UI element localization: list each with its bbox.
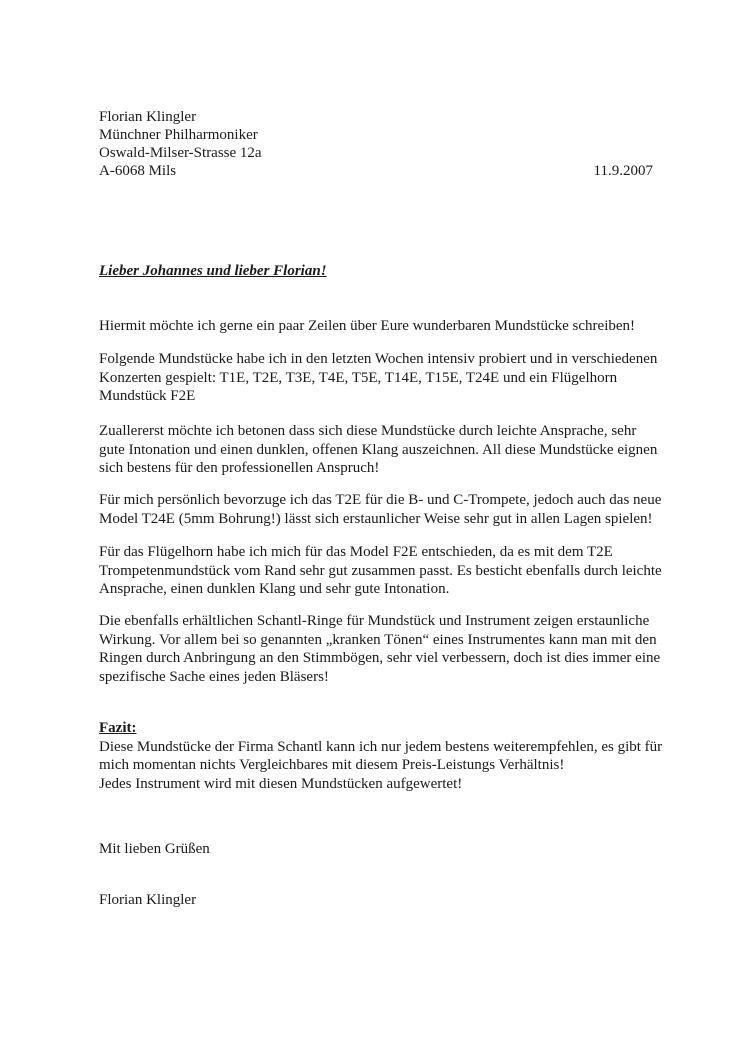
signature-block — [99, 891, 660, 909]
sender-address — [99, 108, 660, 180]
signature-name: Florian Klingler — [99, 892, 197, 908]
fazit-line: mich momentan nichts Vergleichbares mit diesem Preis-Leistungs Verhältnis! — [99, 757, 565, 773]
salutation-block — [99, 262, 660, 280]
sender-organization: Münchner Philharmoniker — [99, 127, 258, 143]
paragraph-5 — [99, 543, 660, 599]
paragraph-line: Die ebenfalls erhältlichen Schantl-Ringe für Mundstück und Instrument zeigen erstaunliche — [99, 613, 650, 629]
paragraph-6 — [99, 612, 660, 686]
fazit-heading: Fazit: — [99, 720, 137, 736]
paragraph-line: Folgende Mundstücke habe ich in den letzten Wochen intensiv probiert und in verschiedenen — [99, 351, 658, 367]
paragraph-line: spezifische Sache eines jeden Bläsers! — [99, 668, 329, 685]
sender-name: Florian Klingler — [99, 109, 197, 125]
paragraph-line: Hiermit möchte ich gerne ein paar Zeilen über Eure wunderbaren Mundstücke schreiben! — [99, 318, 636, 334]
paragraph-line: Zuallererst möchte ich betonen dass sich diese Mundstücke durch leichte Ansprache, sehr — [99, 423, 637, 439]
paragraph-3 — [99, 422, 660, 478]
paragraph-line: Wirkung. Vor allem bei so genannten „kranken Tönen“ eines Instrumentes kann man mit den — [99, 631, 657, 648]
paragraph-line: gute Intonation und einen dunklen, offenen Klang auszeichnen. All diese Mundstücke eignen — [99, 441, 658, 458]
paragraph-line: Mundstück F2E — [99, 388, 196, 404]
closing: Mit lieben Grüßen — [99, 841, 210, 857]
paragraph-line: sich bestens für den professionellen Anspruch! — [99, 460, 380, 476]
paragraph-line: Model T24E (5mm Bohrung!) lässt sich erstaunlicher Weise sehr gut in allen Lagen spielen! — [99, 510, 653, 527]
sender-city: A-6068 Mils — [99, 163, 177, 179]
paragraph-4 — [99, 491, 660, 528]
closing-block — [99, 840, 660, 858]
fazit-section — [99, 719, 663, 793]
paragraph-1 — [99, 317, 660, 336]
paragraph-line: Ansprache, einen dunklen Klang und sehr gute Intonation. — [99, 581, 450, 597]
sender-street: Oswald-Milser-Strasse 12a — [99, 145, 262, 161]
paragraph-line: Ringen durch Anbringung an den Stimmbögen, sehr viel verbessern, doch ist dies immer eine — [99, 650, 661, 666]
paragraph-line: Trompetenmundstück vom Rand sehr gut zusammen passt. Es besticht ebenfalls durch leichte — [99, 562, 662, 579]
paragraph-line: Konzerten gespielt: T1E, T2E, T3E, T4E, T5E, T14E, T15E, T24E und ein Flügelhorn — [99, 369, 618, 386]
paragraph-line: Für mich persönlich bevorzuge ich das T2E für die B- und C-Trompete, jedoch auch das neue — [99, 492, 662, 508]
fazit-line: Diese Mundstücke der Firma Schantl kann ich nur jedem bestens weiterempfehlen, es gibt für — [99, 738, 663, 755]
paragraph-line: Für das Flügelhorn habe ich mich für das Model F2E entschieden, da es mit dem T2E — [99, 544, 613, 560]
letter-date: 11.9.2007 — [593, 163, 653, 179]
fazit-line: Jedes Instrument wird mit diesen Mundstücken aufgewertet! — [99, 775, 463, 792]
salutation: Lieber Johannes und lieber Florian! — [99, 263, 327, 279]
paragraph-2 — [99, 350, 660, 406]
